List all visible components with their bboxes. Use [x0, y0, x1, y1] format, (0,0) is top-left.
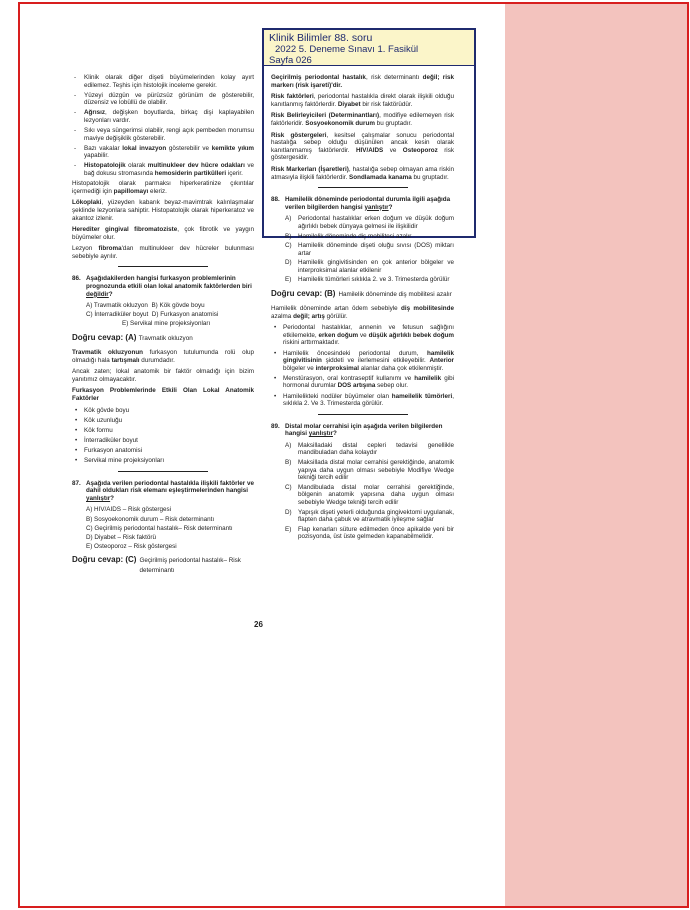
option-e[interactable]: E) Servikal mine projeksiyonları [122, 320, 211, 328]
paragraph: Risk Markerları (İşaretleri), hastalığa sebep olmayan ama riskin atmasıyla ilişkili faktörlerdir. Sondlamada kanama bu gruptadır. [271, 165, 454, 181]
answer-87: Doğru cevap: (C) Geçirilmiş periodontal hastalık– Risk determinantı [72, 555, 241, 575]
header-title: Klinik Bilimler 88. soru [269, 32, 373, 44]
separator [318, 187, 408, 188]
question-86: 86. Aşağıdakilerden hangisi furkasyon problemlerinin prognozunda etkili olan lokal anatomik faktörlerden biri değildir? [72, 275, 252, 298]
paragraph: Risk faktörleri, periodontal hastalıkla direkt olarak ilişkili olduğu kanıtlanmış faktörlerdir. Diyabet bir risk faktörüdür. [271, 93, 455, 108]
list-item: • Periodontal hastalıklar, annenin ve fetusun sağlığını etkilemekte, erken doğum ve düşük ağırlıklı bebek doğum riskini arttırmaktadır. [271, 324, 454, 347]
side-panel [505, 4, 687, 906]
list-item: • Kök formu [72, 427, 254, 435]
dash-list [72, 74, 254, 178]
options-87 [72, 506, 254, 550]
list-item: - Yüzeyi düzgün ve pürüzsüz görünüm de gösterebilir, düzensiz ve lobüllü de olabilir. [72, 92, 254, 107]
options-86 [72, 302, 254, 328]
list-item: - Sıkı veya süngerimsi olabilir, rengi açık pembeden morumsu maviye değişiklik gösterebilir. [72, 127, 254, 142]
option-e[interactable]: E) Flap kenarları süture edilmeden önce apikalde yeni bir pozisyonda, üst üste gelmeden kapanabilmelidir. [285, 525, 454, 541]
page-number: 26 [254, 620, 263, 629]
list-item: • Kök uzunluğu [72, 417, 254, 425]
list-item: • Hamilelikteki nodüler büyümeler olan hameilelik tümörleri, sıklıkla 2. Ve 3. Trimesterda görülür. [271, 393, 454, 408]
separator [118, 266, 208, 267]
paragraph: Histopatolojik olarak parmaksı hiperkeratinize çıkıntılar içermediği için papillomayı eleriz. [72, 180, 254, 195]
option-c[interactable]: C) Mandibulada distal molar cerrahisi gerektiğinde, bölgenin anatomik yapısına daha uygun olması sebebiyle Wedge tekniği tercih edilir [285, 483, 454, 507]
paragraph: Herediter gingival fibromatoziste, çok fibrotik ve yaygın büyümeler olur. [72, 226, 254, 241]
option-a[interactable]: A) Maksilladaki distal cepleri tedavisi genellikle mandibuladan daha kolaydır [285, 441, 454, 457]
header-exam: 2022 5. Deneme Sınavı 1. Fasikül [275, 44, 419, 55]
option-d[interactable]: D) Hamilelik gingivitisinden en çok anterior bölgeler ve interproksimal alanlar etkilenir [285, 259, 454, 274]
paragraph: Lökoplaki, yüzeyden kabarık beyaz-mavimtrak kalınlaşmalar şeklinde lezyonlara sahiptir. Histopatolojik olarak hiperkeratoz ve akantoz izlenir. [72, 199, 254, 222]
paragraph-heading: Furkasyon Problemlerinde Etkili Olan Lokal Anatomik Faktörler [72, 387, 254, 402]
option-b[interactable]: B) Kök gövde boyu [151, 302, 205, 310]
question-88: 88. Hamilelik döneminde periodontal durumla ilgili aşağıda verilen bilgilerden hangisi yanlıştır? [271, 196, 451, 211]
list-item: - Bazı vakalar lokal invazyon gösterebilir ve kemikte yıkım yapabilir. [72, 145, 254, 160]
list-item: • Menstürasyon, oral kontraseptif kullanımı ve hamilelik gibi hormonal durumlar DOS artışına sebep olur. [271, 375, 454, 390]
paragraph: Risk Belirleyicileri (Determinantları), modifiye edilemeyen risk faktörleridir. Sosyoekonomik durum bu gruptadır. [271, 112, 454, 127]
paragraph: Ancak zaten; lokal anatomik bir faktör olmadığı için bizim yanıtımız olmayacaktır. [72, 368, 254, 383]
option-d[interactable]: D) Diyabet – Risk faktörü [86, 533, 156, 541]
option-d[interactable]: D) Furkasyon anatomisi [151, 311, 219, 319]
option-e[interactable]: E) Hamilelik tümörleri sıklıkla 2. ve 3. Trimesterda görülür [285, 276, 450, 284]
left-column [72, 74, 254, 581]
option-c[interactable]: C) Hamilelik döneminde dişeti oluğu sıvısı (DOS) miktarı artar [285, 242, 454, 257]
header-page: Sayfa 026 [269, 55, 312, 66]
list-item: - Histopatolojik olarak multinukleer dev hücre odakları ve bağ dokusu stromasında hemosiderin partikülleri içerir. [72, 162, 254, 177]
option-c[interactable]: C) İnterradiküler boyut [86, 311, 149, 319]
question-89: 89. Distal molar cerrahisi için aşağıda verilen bilgilerden hangisi yanlıştır? [271, 422, 443, 438]
option-c[interactable]: C) Geçirilmiş periodontal hastalık– Risk determinantı [86, 524, 233, 532]
list-item: • Kök gövde boyu [72, 407, 254, 415]
option-d[interactable]: D) Yapışık dişeti yeterli olduğunda gingivektomi uygulanak, flapten daha çabuk ve atravmatik iyileşme sağlar [285, 508, 454, 524]
separator [118, 471, 208, 472]
option-a[interactable]: A) HIV/AIDS – Risk göstergesi [86, 506, 172, 514]
list-item: - Ağrısız, değişken boyutlarda, birkaç dişi kaplayabilen lezyonları vardır. [72, 109, 254, 124]
option-b[interactable]: B) Maksillada distal molar cerrahisi gerektiğinde, anatomik yapıya daha uygun olması sebebiyle Modifiye Wedge tekniği tercih edilir [285, 459, 454, 482]
paragraph: Hamilelik döneminde artan ödem sebebiyle diş mobilitesinde azalma değil; artış görülür. [271, 305, 455, 320]
list-item: - Klinik olarak diğer dişeti büyümelerinden kolay ayırt edilemez. Teşhis için histolojik inceleme gerekir. [72, 74, 254, 89]
separator [318, 414, 408, 415]
option-e[interactable]: E) Osteoporoz – Risk göstergesi [86, 542, 177, 550]
list-item: • Servikal mine projeksiyonları [72, 457, 254, 465]
list-item: • Furkasyon anatomisi [72, 447, 254, 455]
options-88 [271, 215, 454, 284]
answer-86: Doğru cevap: (A) Travmatik okluzyon [72, 333, 193, 343]
header-title-block [264, 30, 474, 66]
paragraph: Travmatik okluzyonun furkasyon tutulumunda rolü olup olmadığı hala tartışmalı durumdadır. [72, 349, 254, 364]
list-item: • Hamilelik öncesindeki periodontal durum, hamilelik gingivitisinin şiddeti ve ilerlemesini etkileyebilir. Anterior bölgeler ve interproksimal alanlar daha çok etkilenmiştir. [271, 350, 454, 373]
paragraph: Geçirilmiş periodontal hastalık, risk determinantı değil; risk markerı (risk işareti)'dir. [271, 74, 455, 89]
question-87: 87. Aşağıda verilen periodontal hastalıkla ilişkili faktörler ve dahil oldukları risk elemanı eşleştirmelerinden hangisi yanlıştır? [72, 479, 254, 502]
paragraph: Risk göstergeleri, kesitsel çalışmalar sonucu periodontal hastalığa sebep olduğu düşünülen ancak kesin olarak kanıtlanmamış faktörlerdir. HIV/AIDS ve Osteoporoz risk göstergesidir. [271, 131, 455, 162]
bullet-list [271, 324, 454, 407]
right-column [271, 74, 454, 543]
list-item: • İnterradiküler boyut [72, 437, 254, 445]
options-89 [271, 442, 454, 541]
option-b[interactable]: B) Sosyoekonomik durum – Risk determinantı [86, 515, 215, 523]
option-b[interactable]: B) Hamilelik döneminde diş mobilitesi azalır [285, 232, 412, 240]
option-a[interactable]: A) Periodontal hastalıklar erken doğum ve düşük doğum ağırlıklı bebek dünyaya gelmesi ile ilişkilidir [285, 215, 454, 230]
answer-88: Doğru cevap: (B) Hamilelik döneminde diş mobilitesi azalır [271, 289, 452, 299]
bullet-list [72, 407, 254, 465]
option-a[interactable]: A) Travmatik okluzyon [86, 302, 148, 310]
paragraph: Lezyon fibroma'dan multinukleer dev hücreler bulunması sebebiyle ayrılır. [72, 245, 255, 260]
